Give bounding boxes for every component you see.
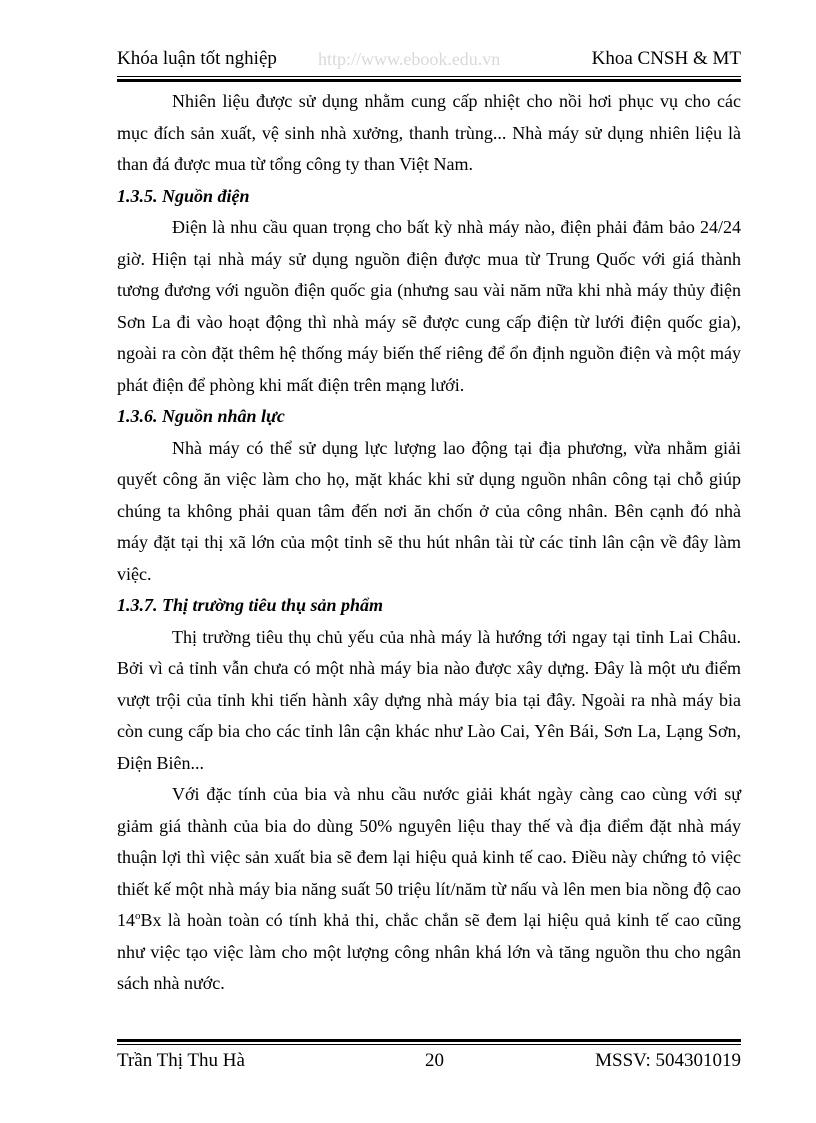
conclusion-text-part1: Với đặc tính của bia và nhu cầu nước giải khát ngày càng cao cùng với sự giảm giá thành của bia do dùng 50% nguyên liệu thay thế và địa điểm đặt nhà máy thuận lợi thì việc sản xuất bia sẽ đem lại hiệu quả kinh tế cao. Điều này chứng tỏ việc thiết kế một nhà máy bia năng suất 50 triệu lít/năm từ nấu và lên men bia nồng độ cao 14 (117, 784, 741, 930)
footer-rule-thick (117, 1039, 741, 1042)
paragraph-market: Thị trường tiêu thụ chủ yếu của nhà máy là hướng tới ngay tại tỉnh Lai Châu. Bởi vì cả tỉnh vẫn chưa có một nhà máy bia nào được xây dựng. Đây là một ưu điểm vượt trội của tỉnh khi tiến hành xây dựng nhà máy bia tại đây. Ngoài ra nhà máy bia còn cung cấp bia cho các tỉnh lân cận khác như Lào Cai, Yên Bái, Sơn La, Lạng Sơn, Điện Biên... (117, 626, 741, 773)
conclusion-text-part2: Bx là hoàn toàn có tính khả thi, chắc chắn sẽ đem lại hiệu quả kinh tế cao cũng như việc tạo việc làm cho một lượng công nhân khá lớn và tăng nguồn thu cho ngân sách nhà nước. (117, 910, 741, 993)
paragraph-fuel: Nhiên liệu được sử dụng nhằm cung cấp nhiệt cho nồi hơi phục vụ cho các mục đích sản xuất, vệ sinh nhà xưởng, thanh trùng... Nhà máy sử dụng nhiên liệu là than đá được mua từ tổng công ty than Việt Nam. (117, 91, 741, 174)
heading-1-3-6: 1.3.6. Nguồn nhân lực (117, 406, 285, 426)
header-faculty-label: Khoa CNSH & MT (591, 48, 741, 69)
footer-page-number: 20 (425, 1050, 444, 1071)
page-body (117, 86, 741, 1000)
paragraph-labor: Nhà máy có thể sử dụng lực lượng lao động tại địa phương, vừa nhằm giải quyết công ăn việc làm cho họ, mặt khác khi sử dụng nguồn nhân công tại chỗ giúp chúng ta không phải quan tâm đến nơi ăn chốn ở của công nhân. Bên cạnh đó nhà máy đặt tại thị xã lớn của một tỉnh sẽ thu hút nhân tài từ các tỉnh lân cận về đây làm việc. (117, 437, 741, 584)
header-rule-thick (117, 79, 741, 82)
paragraph-conclusion (117, 779, 741, 1000)
footer-student-id: MSSV: 504301019 (595, 1050, 741, 1071)
paragraph-electricity: Điện là nhu cầu quan trọng cho bất kỳ nhà máy nào, điện phải đảm bảo 24/24 giờ. Hiện tại nhà máy sử dụng nguồn điện được mua từ Trung Quốc với giá thành tương đương với nguồn điện quốc gia (nhưng sau vài năm nữa khi nhà máy thủy điện Sơn La đi vào hoạt động thì nhà máy sẽ được cung cấp điện từ lưới điện quốc gia), ngoài ra còn đặt thêm hệ thống máy biến thế riêng để ổn định nguồn điện và một máy phát điện để phòng khi mất điện trên mạng lưới. (117, 217, 741, 395)
heading-1-3-5: 1.3.5. Nguồn điện (117, 185, 250, 206)
degree-superscript: o (135, 910, 141, 922)
footer-rule-thin (117, 1044, 741, 1045)
header-thesis-label: Khóa luận tốt nghiệp (117, 48, 277, 69)
page-header (117, 44, 741, 74)
header-watermark: http://www.ebook.edu.vn (318, 49, 501, 69)
footer-author: Trần Thị Thu Hà (117, 1050, 245, 1071)
header-rule-thin (117, 76, 741, 77)
page-footer (117, 1046, 741, 1076)
heading-1-3-7: 1.3.7. Thị trường tiêu thụ sản phẩm (117, 595, 384, 615)
